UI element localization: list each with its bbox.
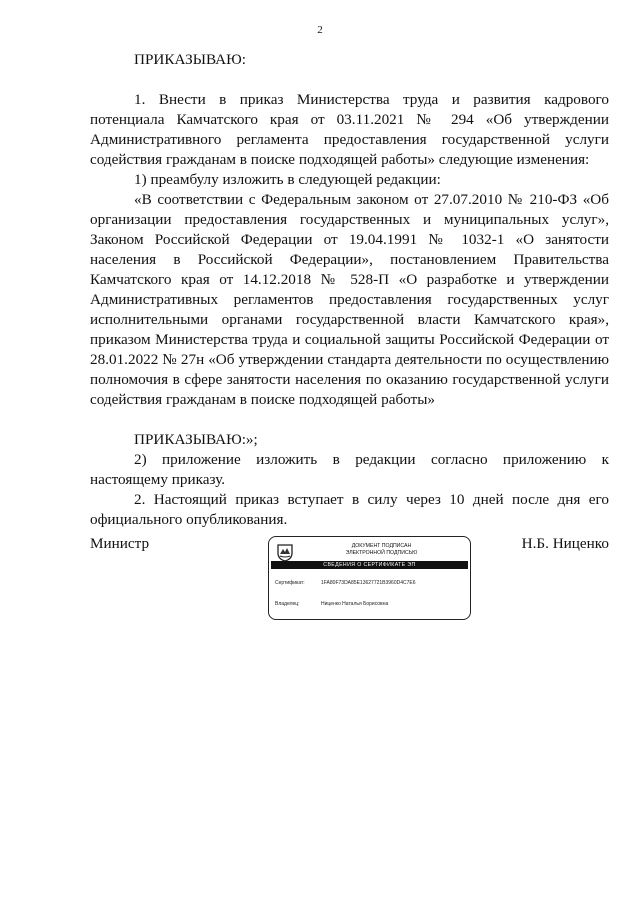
document-body: [90, 50, 609, 530]
paragraph-2: 1) преамбулу изложить в следующей редакции:: [134, 171, 441, 188]
order-heading: ПРИКАЗЫВАЮ:: [134, 51, 246, 68]
page-number: 2: [317, 24, 323, 36]
esig-cert-value: 1FA80F73DA85E13627721B3960D4C7E6: [321, 580, 416, 586]
paragraph-effective: 2. Настоящий приказ вступает в силу через 10 дней после дня его официального опубликования.: [90, 491, 609, 528]
paragraph-order-closing: ПРИКАЗЫВАЮ:»;: [134, 431, 258, 448]
esig-cert-row: [275, 580, 416, 587]
paragraph-preamble: «В соответствии с Федеральным законом от 27.07.2010 № 210-ФЗ «Об организации предоставления государственных и муниципальных услуг», Законом Российской Федерации от 19.04.1991 № 1032-1 «О занятости населения в Российской Федерации», постановлением Правительства Камчатского края от 14.12.2018 № 528-П «О разработке и утверждении Административных регламентов предоставления государственных услуг исполнительными органами государственной власти Камчатского края», приказом Министерства труда и социальной защиты Российской Федерации от 28.01.2022 № 27н «Об утверждении стандарта деятельности по осуществлению полномочия в сфере занятости населения по оказанию государственной услуги содействия гражданам в поиске подходящей работы»: [90, 191, 609, 408]
esig-header: ДОКУМЕНТ ПОДПИСАН ЭЛЕКТРОННОЙ ПОДПИСЬЮ: [345, 543, 418, 556]
esig-owner-label: Владелец:: [275, 601, 300, 607]
paragraph-appendix: 2) приложение изложить в редакции согласно приложению к настоящему приказу.: [90, 451, 609, 488]
esig-owner-row: [275, 601, 388, 608]
esig-owner-value: Ниценко Наталья Борисовна: [321, 601, 389, 607]
signatory-position: Министр: [90, 535, 150, 552]
coat-of-arms-icon: [275, 542, 295, 562]
signatory-name: Н.Б. Ниценко: [521, 535, 609, 552]
esig-bar: СВЕДЕНИЯ О СЕРТИФИКАТЕ ЭП: [271, 561, 468, 569]
esig-cert-label: Сертификат:: [275, 580, 305, 586]
electronic-signature-stamp: [268, 536, 471, 620]
paragraph-1: 1. Внести в приказ Министерства труда и развития кадрового потенциала Камчатского края от 03.11.2021 № 294 «Об утверждении Административного регламента предоставления государственной услуги содействия гражданам в поиске подходящей работы» следующие изменения:: [90, 91, 609, 168]
